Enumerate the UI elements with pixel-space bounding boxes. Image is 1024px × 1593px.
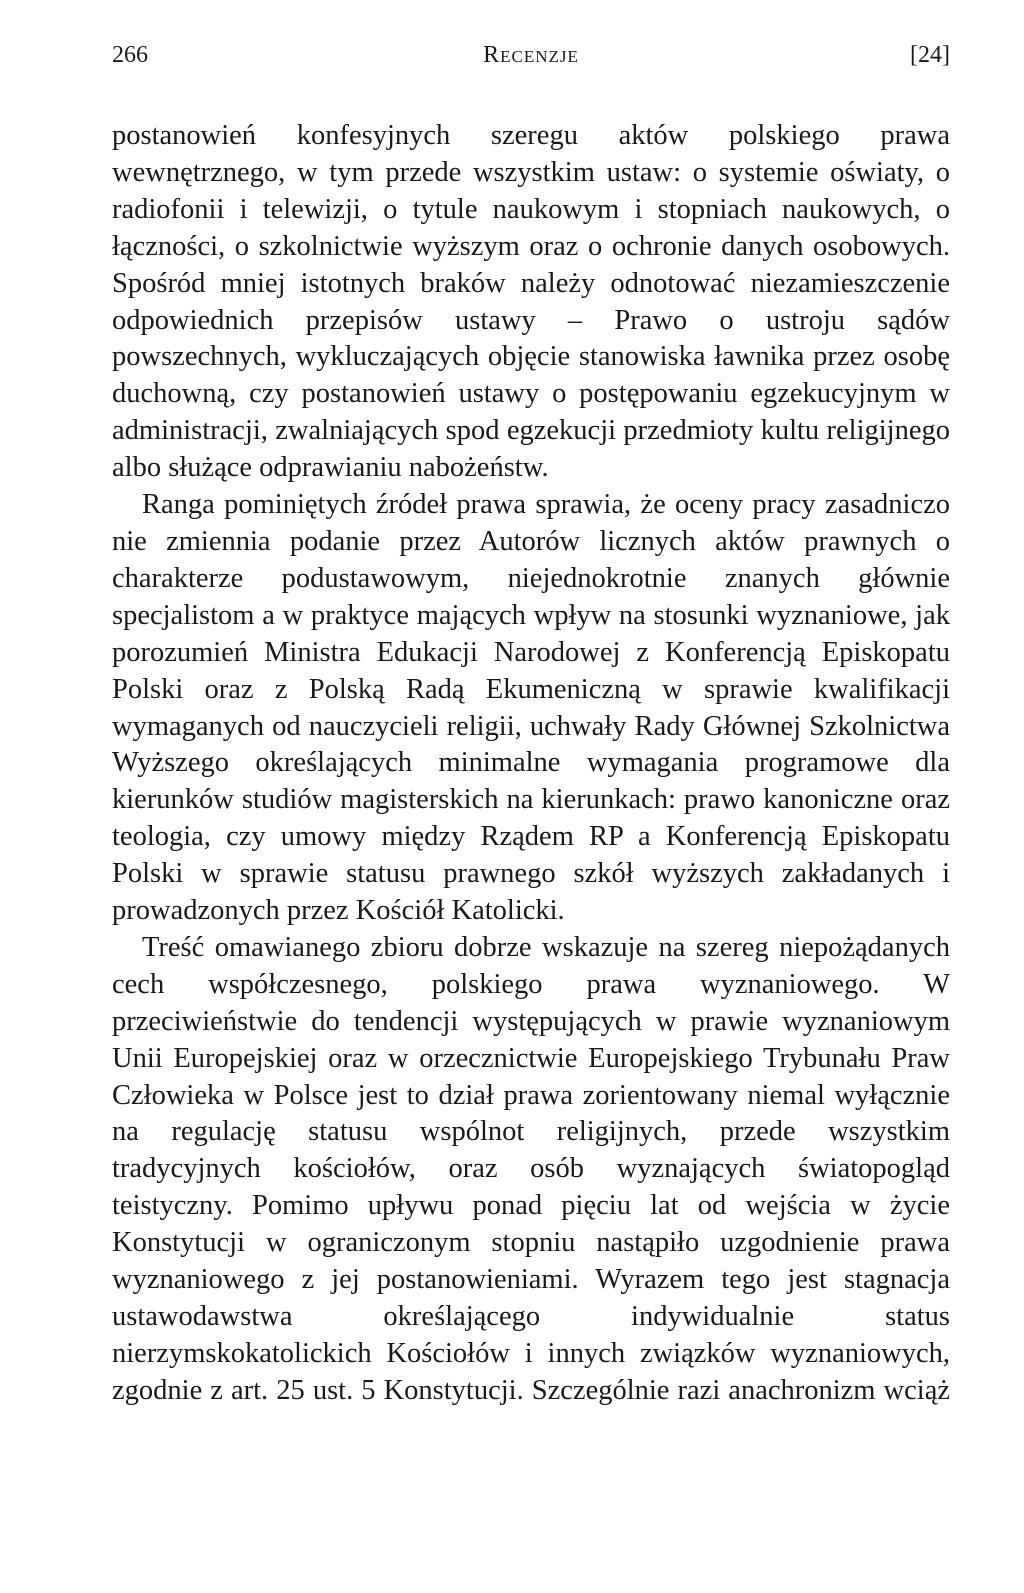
- paragraph-3: Treść omawianego zbioru dobrze wskazuje na szereg niepożądanych cech współczesnego, polskiego prawa wyznaniowego. W przeciwieństwie do tendencji występujących w prawie wyznaniowym Unii Europejskiej oraz w orzecznictwie Europejskiego Trybunału Praw Człowieka w Polsce jest to dział prawa zorientowany niemal wyłącznie na regulację statusu wspólnot religijnych, przede wszystkim tradycyjnych kościołów, oraz osób wyznających światopogląd teistyczny. Pomimo upływu ponad pięciu lat od wejścia w życie Konstytucji w ograniczonym stopniu nastąpiło uzgodnienie prawa wyznaniowego z jej postanowieniami. Wyrazem tego jest stagnacja ustawodawstwa określającego indywidualnie status nierzymskokatolickich Kościołów i innych związków wyznaniowych, zgodnie z art. 25 ust. 5 Konstytucji. Szczególnie razi anachronizm wciąż: [112, 931, 950, 1406]
- paragraph-1: postanowień konfesyjnych szeregu aktów polskiego prawa wewnętrznego, w tym przede wszystkim ustaw: o systemie oświaty, o radiofonii i telewizji, o tytule naukowym i stopniach naukowych, o łączności, o szkolnictwie wyższym oraz o ochronie danych osobowych. Spośród mniej istotnych braków należy odnotować niezamieszczenie odpowiednich przepisów ustawy – Prawo o ustroju sądów powszechnych, wykluczających objęcie stanowiska ławnika przez osobę duchowną, czy postanowień ustawy o postępowaniu egzekucyjnym w administracji, zwalniających spod egzekucji przedmioty kultu religijnego albo służące odprawianiu nabożeństw.: [112, 120, 950, 484]
- page-number: 266: [112, 42, 148, 68]
- running-header: [112, 40, 950, 70]
- body-text: [112, 118, 950, 1410]
- document-page: [112, 40, 950, 1410]
- section-title: Recenzje: [483, 42, 579, 68]
- page-code: [24]: [910, 42, 950, 68]
- paragraph-2: Ranga pominiętych źródeł prawa sprawia, że oceny pracy zasadniczo nie zmiennia podanie przez Autorów licznych aktów prawnych o charakterze podustawowym, niejednokrotnie znanych głównie specjalistom a w praktyce mających wpływ na stosunki wyznaniowe, jak porozumień Ministra Edukacji Narodowej z Konferencją Episkopatu Polski oraz z Polską Radą Ekumeniczną w sprawie kwalifikacji wymaganych od nauczycieli religii, uchwały Rady Głównej Szkolnictwa Wyższego określających minimalne wymagania programowe dla kierunków studiów magisterskich na kierunkach: prawo kanoniczne oraz teologia, czy umowy między Rządem RP a Konferencją Episkopatu Polski w sprawie statusu prawnego szkół wyższych zakładanych i prowadzonych przez Kościół Katolicki.: [112, 489, 950, 927]
